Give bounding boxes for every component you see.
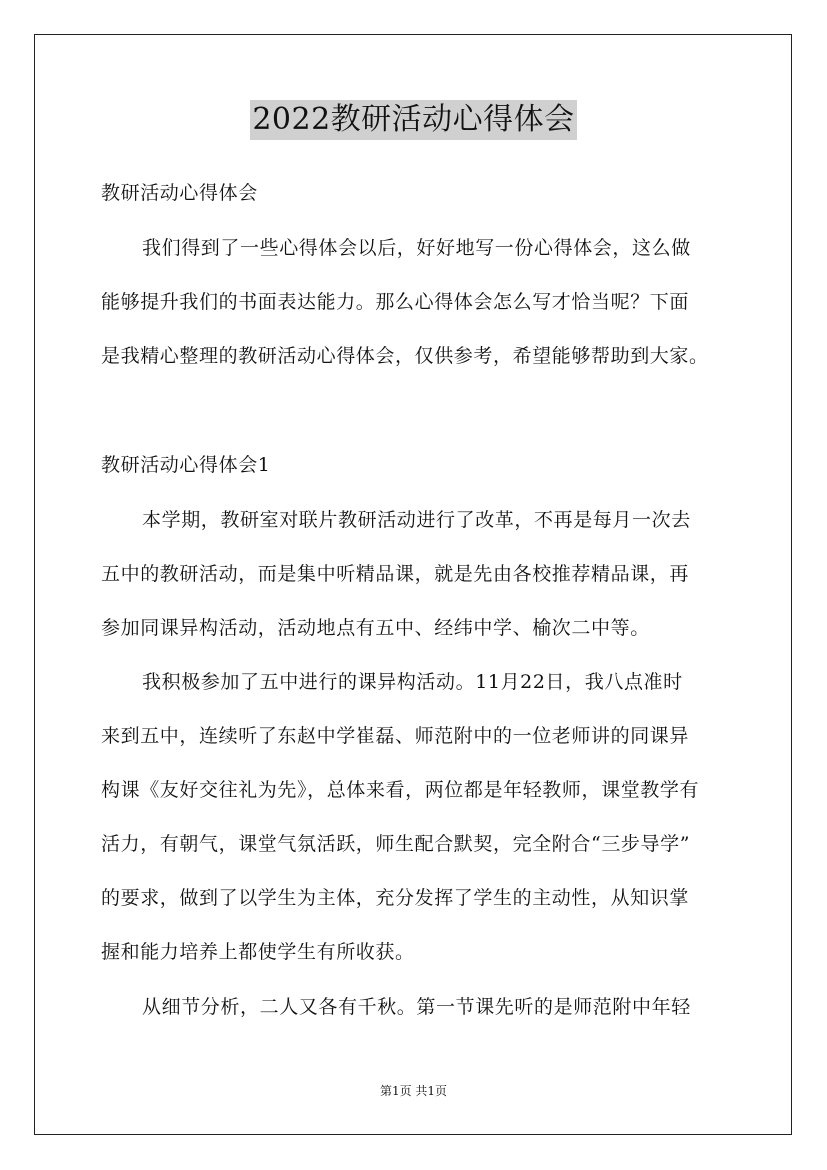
p1-line-1: 本学期，教研室对联片教研活动进行了改革，不再是每月一次去 xyxy=(142,509,691,531)
p2-line-5: 的要求，做到了以学生为主体，充分发挥了学生的主动性，从知识掌 xyxy=(101,887,690,909)
intro-line-3: 是我精心整理的教研活动心得体会，仅供参考，希望能够帮助到大家。 xyxy=(101,345,709,367)
p2-line-6: 握和能力培养上都使学生有所收获。 xyxy=(101,941,415,963)
p2-line-4: 活力，有朝气，课堂气氛活跃，师生配合默契，完全附合“三步导学” xyxy=(101,833,691,855)
p2-line-1: 我积极参加了五中进行的课异构活动。11月22日，我八点准时 xyxy=(142,671,683,693)
p2-line-3: 构课《友好交往礼为先》，总体来看，两位都是年轻教师，课堂教学有 xyxy=(101,779,700,801)
title-container xyxy=(0,100,827,140)
subtitle: 教研活动心得体会 xyxy=(101,182,258,204)
intro-line-1: 我们得到了一些心得体会以后，好好地写一份心得体会，这么做 xyxy=(142,237,691,259)
intro-line-2: 能够提升我们的书面表达能力。那么心得体会怎么写才恰当呢？下面 xyxy=(101,291,690,313)
p2-line-2: 来到五中，连续听了东赵中学崔磊、师范附中的一位老师讲的同课异 xyxy=(101,725,690,747)
page-number-footer: 第1页 共1页 xyxy=(379,1084,448,1098)
p3-line-1: 从细节分析，二人又各有千秋。第一节课先听的是师范附中年轻 xyxy=(142,996,691,1018)
p1-line-3: 参加同课异构活动，活动地点有五中、经纬中学、榆次二中等。 xyxy=(101,617,650,639)
document-title: 2022教研活动心得体会 xyxy=(250,100,576,140)
p1-line-2: 五中的教研活动，而是集中听精品课，就是先由各校推荐精品课，再 xyxy=(101,563,690,585)
section-heading: 教研活动心得体会1 xyxy=(101,454,271,476)
